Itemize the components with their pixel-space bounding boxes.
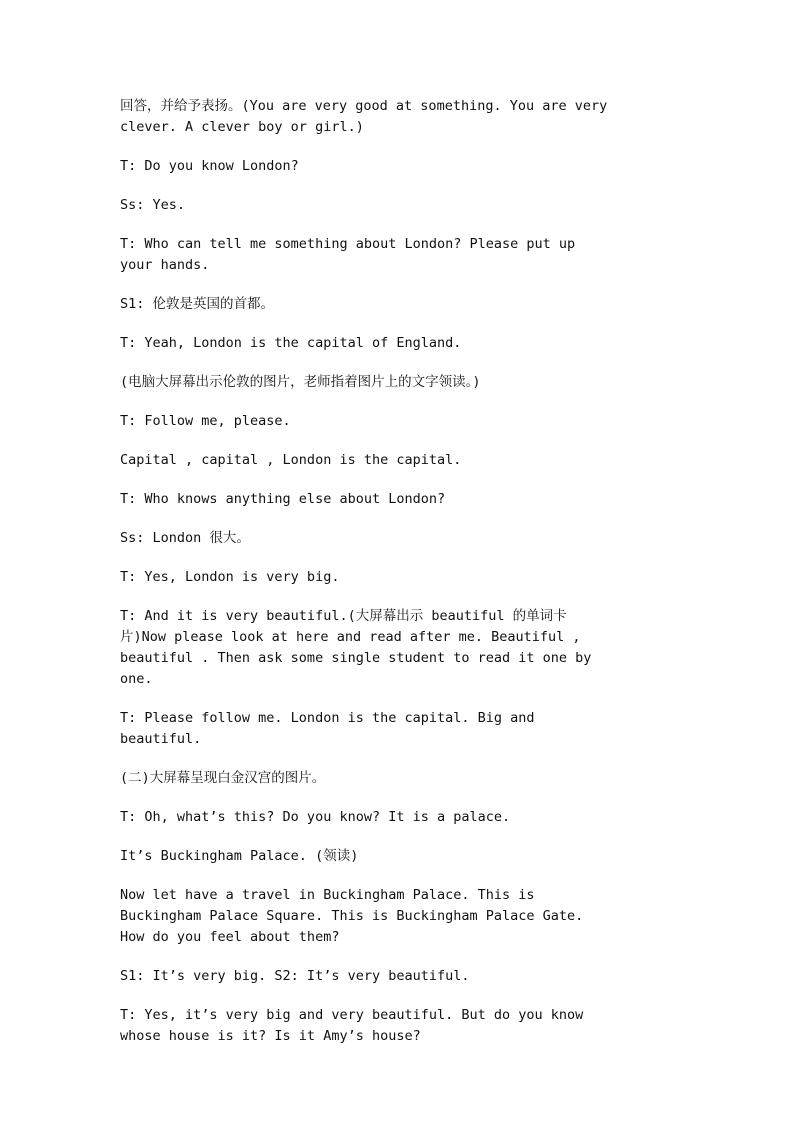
paragraph: T: Who can tell me something about London? Please put up your hands.: [120, 236, 576, 273]
paragraph: T: Oh, what’s this? Do you know? It is a palace.: [120, 809, 511, 825]
paragraph: T: Do you know London?: [120, 158, 299, 174]
paragraph: Ss: London 很大。: [120, 530, 250, 546]
paragraph: T: Please follow me. London is the capital. Big and beautiful.: [120, 710, 535, 747]
paragraph: (电脑大屏幕出示伦敦的图片，老师指着图片上的文字领读。): [120, 374, 481, 390]
paragraph: Now let have a travel in Buckingham Palace. This is Buckingham Palace Square. This is Buckingham Palace Gate. How do you feel about them?: [120, 887, 584, 945]
paragraph: T: Who knows anything else about London?: [120, 491, 446, 507]
paragraph: 回答，并给予表扬。(You are very good at something. You are very clever. A clever boy or girl.): [120, 98, 608, 135]
paragraph: Capital , capital , London is the capital.: [120, 452, 462, 468]
paragraph: It’s Buckingham Palace. (领读): [120, 848, 359, 864]
paragraph: T: Yes, it’s very big and very beautiful. But do you know whose house is it? Is it Amy’s house?: [120, 1007, 584, 1044]
paragraph: Ss: Yes.: [120, 197, 186, 213]
document-body: [120, 96, 612, 1065]
paragraph: T: Yes, London is very big.: [120, 569, 340, 585]
paragraph: (二)大屏幕呈现白金汉宫的图片。: [120, 770, 326, 786]
paragraph: T: And it is very beautiful.(大屏幕出示 beautiful 的单词卡片)Now please look at here and read after me. Beautiful , beautiful . Then ask some single student to read it one by one.: [120, 608, 592, 687]
paragraph: S1: 伦敦是英国的首都。: [120, 296, 275, 312]
paragraph: T: Follow me, please.: [120, 413, 291, 429]
paragraph: S1: It’s very big. S2: It’s very beautiful.: [120, 968, 470, 984]
paragraph: T: Yeah, London is the capital of England.: [120, 335, 462, 351]
